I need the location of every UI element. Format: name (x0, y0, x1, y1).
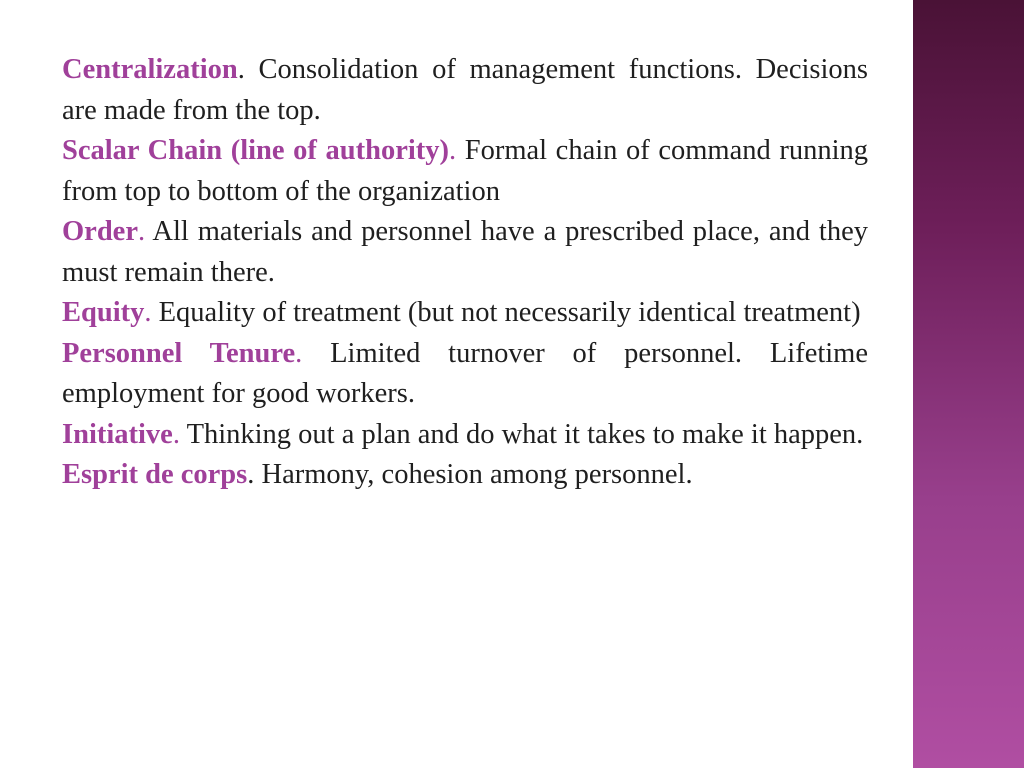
item-description: Consolidation of management functions. Decisions are made from the top. (62, 54, 868, 126)
item-scalar-chain (62, 131, 868, 212)
decorative-side-bar (913, 0, 1024, 768)
item-personnel-tenure (62, 334, 868, 415)
item-term: Equity (62, 297, 145, 328)
item-term: Centralization (62, 54, 238, 85)
item-separator: . (247, 459, 255, 490)
item-separator: . (295, 337, 303, 369)
item-centralization (62, 50, 868, 131)
item-separator: . (144, 297, 152, 328)
item-description: Harmony, cohesion among personnel. (254, 459, 693, 490)
item-term: Order (62, 216, 138, 247)
item-description: Limited turnover of personnel. Lifetime employment for good workers. (62, 337, 868, 409)
item-separator: . (137, 216, 146, 247)
item-separator: . (172, 418, 180, 450)
item-description: Equality of treatment (but not necessarily identical treatment) (151, 297, 861, 328)
item-term: Scalar Chain (line of authority) (62, 135, 449, 166)
item-esprit-de-corps (62, 455, 868, 496)
item-separator: . (449, 135, 457, 166)
item-term: Esprit de corps (62, 459, 248, 490)
item-order (62, 212, 868, 293)
slide-content (62, 50, 868, 496)
item-term: Initiative (62, 418, 173, 450)
item-initiative (62, 415, 868, 456)
item-description: All materials and personnel have a prescribed place, and they must remain there. (62, 216, 868, 288)
item-term: Personnel Tenure (62, 337, 296, 369)
item-equity (62, 293, 868, 334)
item-description: Thinking out a plan and do what it takes to make it happen. (179, 418, 864, 450)
item-description: Formal chain of command running from top to bottom of the organization (62, 135, 868, 207)
item-separator: . (237, 54, 245, 85)
